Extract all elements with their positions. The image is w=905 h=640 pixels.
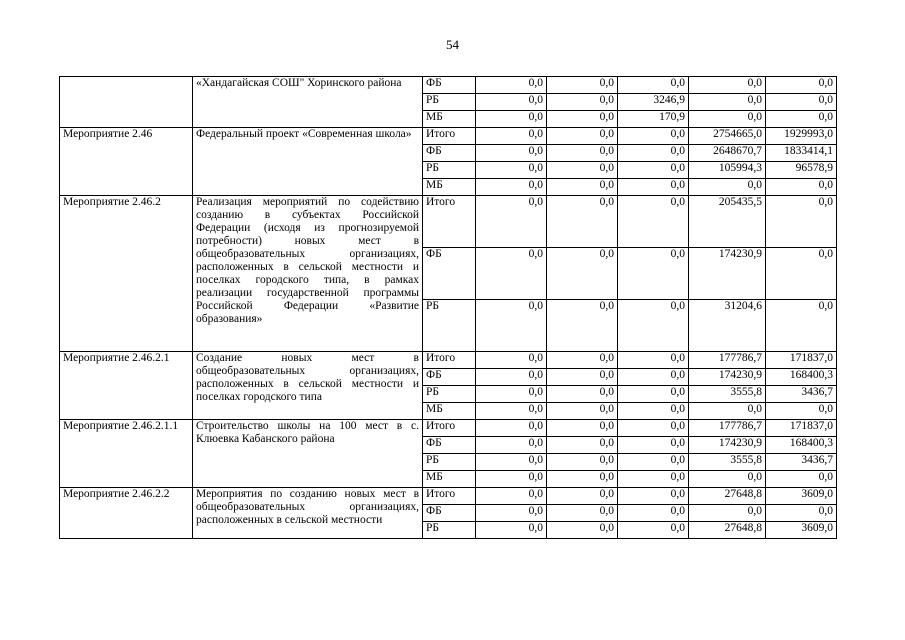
amount-cell: 0,0 (618, 386, 689, 403)
amount-cell: 0,0 (618, 145, 689, 162)
amount-cell: 0,0 (476, 77, 547, 94)
amount-cell: 0,0 (618, 128, 689, 145)
amount-cell: 0,0 (766, 179, 837, 196)
amount-cell: 0,0 (476, 386, 547, 403)
amount-cell: 0,0 (476, 352, 547, 369)
amount-cell: 168400,3 (766, 369, 837, 386)
funding-source-cell: ФБ (423, 248, 476, 300)
activity-code-cell: Мероприятие 2.46.2.1.1 (60, 420, 193, 488)
amount-cell: 0,0 (689, 179, 766, 196)
amount-cell: 0,0 (766, 111, 837, 128)
amount-cell: 0,0 (476, 369, 547, 386)
amount-cell: 0,0 (547, 505, 618, 522)
amount-cell: 0,0 (618, 352, 689, 369)
amount-cell: 0,0 (476, 488, 547, 505)
funding-source-cell: РБ (423, 454, 476, 471)
amount-cell: 0,0 (476, 300, 547, 352)
activity-description-cell: Мероприятия по созданию новых мест в общеобразовательных организациях, расположенных в сельской местности (193, 488, 423, 539)
amount-cell: 0,0 (766, 403, 837, 420)
funding-source-cell: ФБ (423, 145, 476, 162)
amount-cell: 3555,8 (689, 454, 766, 471)
activity-code-cell: Мероприятие 2.46 (60, 128, 193, 196)
amount-cell: 2754665,0 (689, 128, 766, 145)
amount-cell: 1833414,1 (766, 145, 837, 162)
funding-source-cell: МБ (423, 111, 476, 128)
table-row (60, 420, 837, 437)
activity-code-cell: Мероприятие 2.46.2.2 (60, 488, 193, 539)
amount-cell: 0,0 (476, 454, 547, 471)
amount-cell: 0,0 (618, 300, 689, 352)
amount-cell: 0,0 (689, 77, 766, 94)
amount-cell: 0,0 (547, 522, 618, 539)
activity-code-cell: Мероприятие 2.46.2 (60, 196, 193, 352)
activity-code-cell: Мероприятие 2.46.2.1 (60, 352, 193, 420)
amount-cell: 0,0 (618, 403, 689, 420)
amount-cell: 0,0 (618, 369, 689, 386)
activity-description-cell: Строительство школы на 100 мест в с. Клюевка Кабанского района (193, 420, 423, 488)
amount-cell: 0,0 (689, 471, 766, 488)
amount-cell: 177786,7 (689, 352, 766, 369)
amount-cell: 0,0 (547, 300, 618, 352)
amount-cell: 0,0 (547, 196, 618, 248)
amount-cell: 174230,9 (689, 369, 766, 386)
amount-cell: 0,0 (547, 471, 618, 488)
amount-cell: 0,0 (766, 471, 837, 488)
amount-cell: 0,0 (547, 179, 618, 196)
amount-cell: 0,0 (476, 471, 547, 488)
amount-cell: 0,0 (618, 420, 689, 437)
amount-cell: 105994,3 (689, 162, 766, 179)
activity-description-cell: Федеральный проект «Современная школа» (193, 128, 423, 196)
funding-source-cell: РБ (423, 386, 476, 403)
amount-cell: 174230,9 (689, 248, 766, 300)
table-row (60, 488, 837, 505)
amount-cell: 0,0 (476, 403, 547, 420)
amount-cell: 0,0 (618, 488, 689, 505)
amount-cell: 0,0 (547, 162, 618, 179)
amount-cell: 0,0 (476, 145, 547, 162)
funding-source-cell: РБ (423, 522, 476, 539)
amount-cell: 0,0 (618, 162, 689, 179)
funding-source-cell: МБ (423, 179, 476, 196)
amount-cell: 0,0 (766, 505, 837, 522)
funding-source-cell: ФБ (423, 437, 476, 454)
amount-cell: 0,0 (547, 403, 618, 420)
amount-cell: 0,0 (547, 454, 618, 471)
amount-cell: 0,0 (547, 437, 618, 454)
amount-cell: 0,0 (476, 522, 547, 539)
amount-cell: 31204,6 (689, 300, 766, 352)
amount-cell: 0,0 (476, 94, 547, 111)
page-number: 54 (446, 37, 459, 52)
amount-cell: 0,0 (618, 248, 689, 300)
amount-cell: 0,0 (476, 437, 547, 454)
amount-cell: 0,0 (547, 420, 618, 437)
amount-cell: 205435,5 (689, 196, 766, 248)
funding-source-cell: ФБ (423, 369, 476, 386)
amount-cell: 0,0 (476, 420, 547, 437)
amount-cell: 3555,8 (689, 386, 766, 403)
activity-code-cell (60, 77, 193, 128)
amount-cell: 0,0 (476, 162, 547, 179)
funding-source-cell: РБ (423, 162, 476, 179)
amount-cell: 0,0 (476, 111, 547, 128)
amount-cell: 177786,7 (689, 420, 766, 437)
table-row (60, 128, 837, 145)
amount-cell: 0,0 (689, 403, 766, 420)
amount-cell: 2648670,7 (689, 145, 766, 162)
amount-cell: 0,0 (618, 505, 689, 522)
amount-cell: 171837,0 (766, 352, 837, 369)
amount-cell: 0,0 (766, 94, 837, 111)
amount-cell: 27648,8 (689, 488, 766, 505)
amount-cell: 0,0 (547, 352, 618, 369)
table-row (60, 77, 837, 94)
amount-cell: 3246,9 (618, 94, 689, 111)
amount-cell: 171837,0 (766, 420, 837, 437)
funding-source-cell: Итого (423, 488, 476, 505)
amount-cell: 0,0 (766, 248, 837, 300)
amount-cell: 1929993,0 (766, 128, 837, 145)
amount-cell: 0,0 (547, 386, 618, 403)
amount-cell: 0,0 (689, 94, 766, 111)
amount-cell: 0,0 (547, 248, 618, 300)
funding-source-cell: РБ (423, 94, 476, 111)
amount-cell: 0,0 (547, 145, 618, 162)
amount-cell: 3609,0 (766, 488, 837, 505)
amount-cell: 0,0 (547, 128, 618, 145)
activity-description-cell: Реализация мероприятий по содействию созданию в субъектах Российской Федерации (исходя из прогнозируемой потребности) новых мест в общеобразовательных организациях, расположенных в сельской местности и поселках городского типа, в рамках реализации государственной программы Российской Федерации «Развитие образования» (193, 196, 423, 352)
amount-cell: 0,0 (618, 522, 689, 539)
amount-cell: 0,0 (476, 248, 547, 300)
funding-source-cell: МБ (423, 403, 476, 420)
amount-cell: 0,0 (476, 505, 547, 522)
amount-cell: 0,0 (689, 505, 766, 522)
amount-cell: 0,0 (766, 300, 837, 352)
amount-cell: 0,0 (547, 488, 618, 505)
amount-cell: 0,0 (618, 77, 689, 94)
amount-cell: 0,0 (618, 471, 689, 488)
amount-cell: 0,0 (476, 179, 547, 196)
table-row (60, 352, 837, 369)
amount-cell: 0,0 (766, 196, 837, 248)
amount-cell: 0,0 (618, 454, 689, 471)
amount-cell: 0,0 (547, 94, 618, 111)
amount-cell: 3436,7 (766, 454, 837, 471)
funding-source-cell: Итого (423, 128, 476, 145)
amount-cell: 168400,3 (766, 437, 837, 454)
funding-source-cell: Итого (423, 420, 476, 437)
funding-source-cell: МБ (423, 471, 476, 488)
funding-source-cell: ФБ (423, 505, 476, 522)
funding-source-cell: Итого (423, 352, 476, 369)
amount-cell: 3436,7 (766, 386, 837, 403)
funding-source-cell: ФБ (423, 77, 476, 94)
amount-cell: 0,0 (547, 77, 618, 94)
amount-cell: 0,0 (547, 111, 618, 128)
amount-cell: 0,0 (689, 111, 766, 128)
funding-source-cell: РБ (423, 300, 476, 352)
activity-description-cell: «Хандагайская СОШ" Хоринского района (193, 77, 423, 128)
amount-cell: 27648,8 (689, 522, 766, 539)
amount-cell: 0,0 (618, 196, 689, 248)
activity-description-cell: Создание новых мест в общеобразовательных организациях, расположенных в сельской местности и поселках городского типа (193, 352, 423, 420)
amount-cell: 174230,9 (689, 437, 766, 454)
funding-source-cell: Итого (423, 196, 476, 248)
amount-cell: 0,0 (618, 179, 689, 196)
amount-cell: 0,0 (618, 437, 689, 454)
amount-cell: 0,0 (547, 369, 618, 386)
amount-cell: 96578,9 (766, 162, 837, 179)
table-row (60, 196, 837, 248)
amount-cell: 0,0 (476, 128, 547, 145)
budget-table (59, 76, 837, 539)
amount-cell: 0,0 (766, 77, 837, 94)
amount-cell: 0,0 (476, 196, 547, 248)
amount-cell: 170,9 (618, 111, 689, 128)
amount-cell: 3609,0 (766, 522, 837, 539)
